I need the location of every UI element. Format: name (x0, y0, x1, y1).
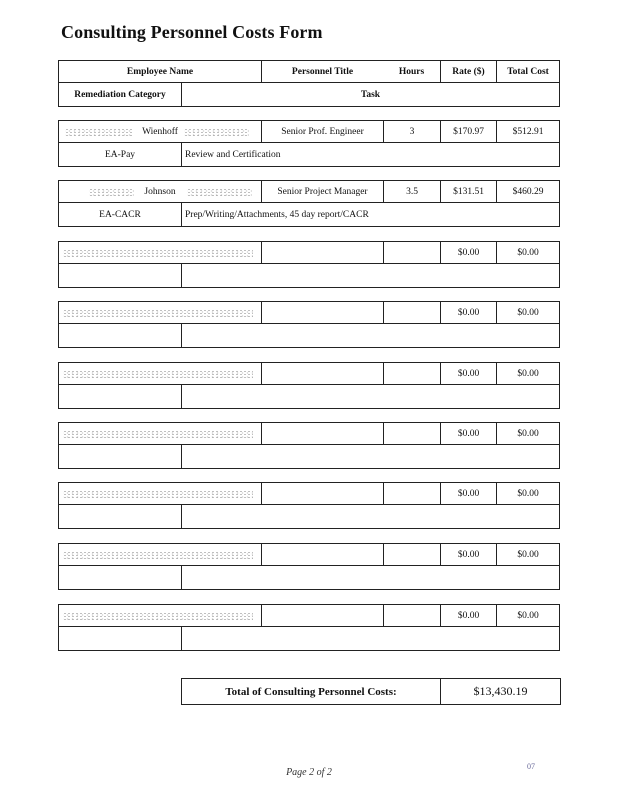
employee-name: Wienhoff (142, 126, 178, 137)
entry-row-top (59, 483, 559, 504)
hours-value: 3.5 (383, 181, 440, 202)
entry-row-bottom (59, 263, 559, 288)
total-cost-value: $460.29 (496, 181, 559, 202)
entry-row-top (59, 242, 559, 263)
personnel-title: Senior Prof. Engineer (261, 121, 383, 142)
rate-value: $0.00 (440, 544, 496, 565)
entry-row-top (59, 181, 559, 202)
entry-block (58, 604, 560, 651)
total-cost-value: $0.00 (496, 483, 559, 504)
header-task: Task (181, 83, 559, 107)
entry-block (58, 482, 560, 529)
remediation-category (59, 445, 181, 469)
personnel-title (261, 363, 383, 384)
remediation-category (59, 627, 181, 651)
entry-row-top (59, 605, 559, 626)
rate-value: $0.00 (440, 483, 496, 504)
employee-name-cell (59, 302, 261, 323)
personnel-title (261, 605, 383, 626)
hours-value (383, 363, 440, 384)
remediation-category (59, 566, 181, 590)
employee-name-cell (59, 423, 261, 444)
entry-row-bottom (59, 626, 559, 651)
entry-block (58, 120, 560, 167)
rate-value: $0.00 (440, 423, 496, 444)
employee-name-cell (59, 242, 261, 263)
hours-value (383, 302, 440, 323)
total-cost-value: $0.00 (496, 302, 559, 323)
entry-row-top (59, 423, 559, 444)
task-description: Review and Certification (181, 143, 559, 167)
total-cost-value: $0.00 (496, 423, 559, 444)
header-remediation-category: Remediation Category (74, 90, 166, 100)
entry-row-top (59, 302, 559, 323)
total-value: $13,430.19 (440, 679, 560, 704)
employee-name-cell (59, 181, 261, 202)
personnel-title (261, 483, 383, 504)
employee-name-cell (59, 121, 261, 142)
rate-value: $131.51 (440, 181, 496, 202)
rate-value: $170.97 (440, 121, 496, 142)
entry-block (58, 543, 560, 590)
header-hours: Hours (398, 66, 425, 77)
personnel-title (261, 423, 383, 444)
task-description (181, 445, 559, 469)
entry-row-bottom (59, 384, 559, 409)
task-description (181, 566, 559, 590)
entry-block (58, 301, 560, 348)
employee-name: Johnson (144, 186, 176, 197)
task-description (181, 385, 559, 409)
header-personnel-title: Personnel Title (261, 61, 383, 82)
employee-name-cell (59, 605, 261, 626)
header-employee-name: Employee Name (126, 66, 194, 77)
remediation-category (59, 264, 181, 288)
task-description (181, 627, 559, 651)
entry-row-bottom (59, 323, 559, 348)
page-number: Page 2 of 2 (286, 767, 332, 778)
entry-block (58, 241, 560, 288)
entry-row-bottom (59, 504, 559, 529)
task-description (181, 505, 559, 529)
employee-name-cell (59, 483, 261, 504)
total-box (181, 678, 561, 705)
remediation-category (59, 385, 181, 409)
total-cost-value: $512.91 (496, 121, 559, 142)
personnel-title (261, 242, 383, 263)
rate-value: $0.00 (440, 302, 496, 323)
remediation-category: EA-CACR (99, 210, 141, 220)
header-table (58, 60, 560, 107)
remediation-category: EA-Pay (104, 150, 136, 160)
hours-value (383, 605, 440, 626)
hours-value (383, 544, 440, 565)
entry-row-bottom (59, 142, 559, 167)
entry-block (58, 180, 560, 227)
entry-block (58, 422, 560, 469)
hours-value (383, 242, 440, 263)
hours-value (383, 483, 440, 504)
personnel-title (261, 544, 383, 565)
header-total-cost: Total Cost (496, 61, 559, 82)
entry-row-top (59, 121, 559, 142)
entry-row-top (59, 544, 559, 565)
personnel-title: Senior Project Manager (261, 181, 383, 202)
personnel-title (261, 302, 383, 323)
total-label: Total of Consulting Personnel Costs: (225, 685, 397, 698)
entry-row-bottom (59, 444, 559, 469)
page-title: Consulting Personnel Costs Form (61, 22, 323, 42)
remediation-category (59, 505, 181, 529)
header-row-bottom (59, 82, 559, 107)
employee-name-cell (59, 544, 261, 565)
total-cost-value: $0.00 (496, 544, 559, 565)
entry-row-top (59, 363, 559, 384)
remediation-category (59, 324, 181, 348)
header-rate: Rate ($) (440, 61, 496, 82)
employee-name-cell (59, 363, 261, 384)
rate-value: $0.00 (440, 363, 496, 384)
total-cost-value: $0.00 (496, 605, 559, 626)
entry-row-bottom (59, 202, 559, 227)
total-cost-value: $0.00 (496, 363, 559, 384)
task-description (181, 264, 559, 288)
task-description (181, 324, 559, 348)
corner-stamp: 07 (527, 762, 535, 771)
rate-value: $0.00 (440, 242, 496, 263)
header-row-top (59, 61, 559, 82)
hours-value: 3 (383, 121, 440, 142)
entry-block (58, 362, 560, 409)
hours-value (383, 423, 440, 444)
total-cost-value: $0.00 (496, 242, 559, 263)
entry-row-bottom (59, 565, 559, 590)
task-description: Prep/Writing/Attachments, 45 day report/CACR (181, 203, 559, 227)
rate-value: $0.00 (440, 605, 496, 626)
